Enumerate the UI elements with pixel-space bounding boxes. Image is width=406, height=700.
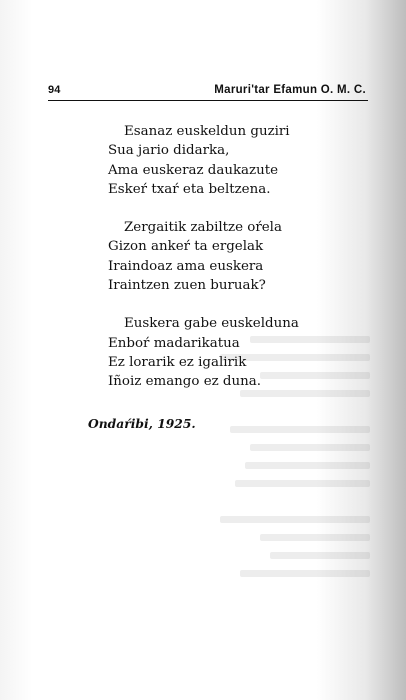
poem-line: Enboŕ madarikatua — [108, 335, 240, 351]
stanza-1 — [108, 122, 348, 199]
poem-line: Eskeŕ txaŕ eta beltzena. — [108, 181, 271, 197]
stanza-2 — [108, 218, 348, 295]
poem-line: Ama euskeraz daukazute — [108, 162, 279, 178]
poem-line: Iraindoaz ama euskera — [108, 258, 264, 274]
page-number: 94 — [48, 84, 61, 96]
poem-line: Gizon ankeŕ ta ergelak — [108, 239, 264, 255]
poem-line: Iraintzen zuen buruak? — [108, 278, 266, 294]
poem-line: Sua jario didarka, — [108, 143, 230, 159]
poem-line: Euskera gabe euskelduna — [124, 316, 299, 332]
poem-line: Iñoiz emango ez duna. — [108, 374, 261, 390]
poem — [108, 122, 348, 411]
stanza-3 — [108, 314, 348, 391]
running-head: Maruri'tar Efamun O. M. C. — [214, 84, 366, 96]
poem-line: Ez lorarik ez igalirik — [108, 354, 247, 370]
signature-place-date: Ondaŕibi, 1925. — [88, 416, 196, 431]
poem-line: Esanaz euskeldun guziri — [124, 124, 290, 139]
poem-line: Zergaitik zabiltze oŕela — [124, 220, 282, 236]
header-rule — [48, 100, 368, 101]
